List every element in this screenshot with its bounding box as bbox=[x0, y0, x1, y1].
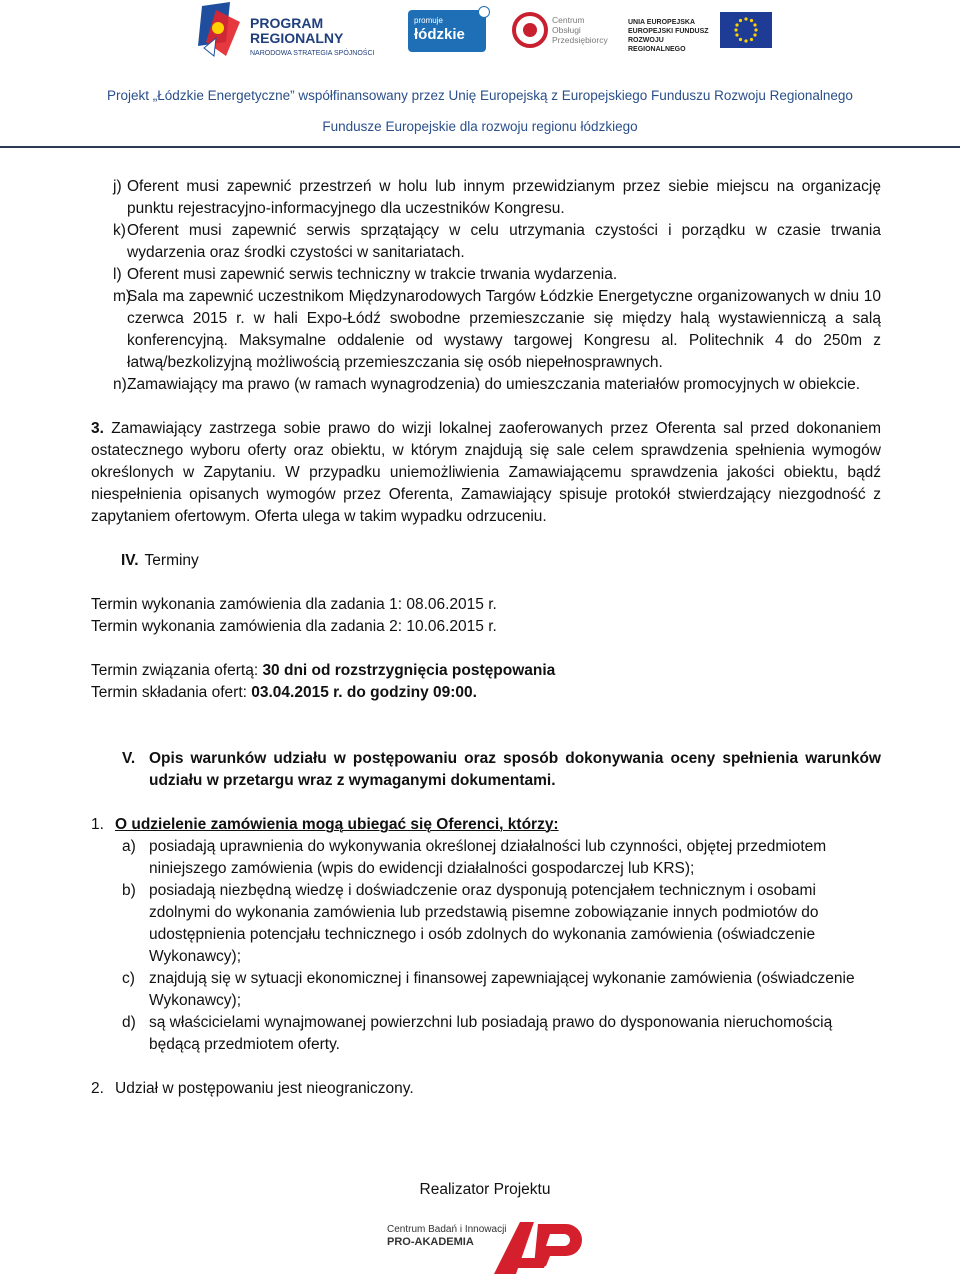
item-marker: n) bbox=[113, 376, 127, 393]
list-item bbox=[91, 264, 881, 286]
section-5-heading bbox=[91, 748, 881, 792]
condition-item bbox=[91, 836, 881, 880]
requirements-list bbox=[91, 176, 881, 396]
unia-europejska-logo bbox=[628, 12, 778, 52]
header-divider bbox=[0, 146, 960, 148]
binding-label: Termin związania ofertą: bbox=[91, 662, 263, 679]
condition-1-number: 1. bbox=[91, 816, 104, 833]
centrum-obslugi-logo bbox=[512, 10, 612, 50]
page-header bbox=[0, 0, 960, 150]
condition-text: znajdują się w sytuacji ekonomicznej i finansowej zapewniającej wykonanie zamówienia (oświadczenie Wykonawcy); bbox=[149, 970, 855, 1009]
logo-strip bbox=[0, 0, 960, 70]
ue-line-3: ROZWOJU REGIONALNEGO bbox=[628, 37, 686, 53]
cop-line-2: Obsługi bbox=[552, 25, 581, 35]
program-title: PROGRAM bbox=[250, 15, 324, 31]
program-regionalny-logo bbox=[196, 2, 386, 58]
section-3-number: 3. bbox=[91, 420, 104, 437]
list-item bbox=[91, 176, 881, 220]
section-3-text: Zamawiający zastrzega sobie prawo do wizji lokalnej zaoferowanych przez Oferenta sal przed dokonaniem ostatecznego wyboru oferty oraz obiektu, w którym znajdują się sale celem sprawdzenia spełnienia wymogów określonych w Zapytaniu. W przypadku uniemożliwienia Zamawiającemu sprawdzenia jakości obiektu, bądź niespełnienia opisanych wymogów przez Oferenta, Zamawiający spisuje protokół stwierdzający niezgodność z zapytaniem ofertowym. Oferta ulega w takim wypadku odrzuceniu. bbox=[91, 420, 881, 525]
list-item bbox=[91, 374, 881, 396]
pro-akademia-line-2: PRO-AKADEMIA bbox=[387, 1236, 474, 1248]
document-body bbox=[91, 176, 881, 1100]
ap-emblem-icon bbox=[494, 1218, 584, 1274]
item-text: Oferent musi zapewnić przestrzeń w holu lub innym przewidzianym przez siebie miejscu na organizację punktu rejestracyjno-informacyjnego dla uczestników Kongresu. bbox=[127, 178, 881, 217]
condition-marker: c) bbox=[122, 970, 135, 987]
ue-line-2: EUROPEJSKI FUNDUSZ bbox=[628, 28, 709, 35]
condition-2 bbox=[91, 1078, 881, 1100]
item-marker: l) bbox=[113, 266, 122, 283]
pro-akademia-line-1: Centrum Badań i Innowacji bbox=[387, 1224, 507, 1235]
terms-heading-text: Terminy bbox=[144, 552, 199, 569]
condition-marker: d) bbox=[122, 1014, 136, 1031]
program-subtitle: NARODOWA STRATEGIA SPÓJNOŚCI bbox=[250, 50, 375, 57]
section-5-title: Opis warunków udziału w postępowaniu oraz sposób dokonywania oceny spełnienia warunków udziału w przetargu wraz z wymaganymi dokumentami. bbox=[149, 750, 881, 789]
condition-item bbox=[91, 968, 881, 1012]
cop-line-1: Centrum bbox=[552, 15, 585, 25]
program-title-2: REGIONALNY bbox=[250, 30, 344, 46]
promuje-text: promuje bbox=[414, 16, 443, 25]
condition-1-heading: O udzielenie zamówienia mogą ubiegać się Oferenci, którzy: bbox=[115, 816, 559, 833]
list-item bbox=[91, 286, 881, 374]
term-line-1: Termin wykonania zamówienia dla zadania 1: 08.06.2015 r. bbox=[91, 596, 497, 613]
item-text: Oferent musi zapewnić serwis sprzątający w celu utrzymania czystości i porządku w czasie trwania wydarzenia oraz środki czystości w sanitariatach. bbox=[127, 222, 881, 261]
ue-line-1: UNIA EUROPEJSKA bbox=[628, 19, 696, 26]
condition-marker: b) bbox=[122, 882, 136, 899]
condition-marker: a) bbox=[122, 838, 136, 855]
condition-2-number: 2. bbox=[91, 1080, 104, 1097]
promuje-lodzkie-logo bbox=[408, 10, 486, 52]
section-3-paragraph bbox=[91, 418, 881, 528]
item-marker: j) bbox=[113, 178, 122, 195]
eu-flag-icon bbox=[720, 12, 772, 48]
footer-title: Realizator Projektu bbox=[419, 1181, 551, 1198]
deadline-label: Termin składania ofert: bbox=[91, 684, 252, 701]
term-line-2: Termin wykonania zamówienia dla zadania 2: 10.06.2015 r. bbox=[91, 618, 497, 635]
registered-mark-icon bbox=[478, 6, 490, 18]
condition-1 bbox=[91, 814, 881, 836]
lodzkie-text: łódzkie bbox=[414, 26, 465, 43]
condition-text: są właścicielami wynajmowanej powierzchni lub posiadają prawo do dysponowania nieruchomością będącą przedmiotem oferty. bbox=[149, 1014, 833, 1053]
item-text: Zamawiający ma prawo (w ramach wynagrodzenia) do umieszczania materiałów promocyjnych w obiekcie. bbox=[127, 376, 861, 393]
condition-text: posiadają niezbędną wiedzę i doświadczenie oraz dysponują potencjałem technicznym i osobami zdolnymi do wykonania zamówienia lub przedstawią pisemne zobowiązanie innych podmiotów do udostępnienia potencjału technicznego i osób zdolnych do wykonania zamówienia (oświadczenie Wykonawcy); bbox=[149, 882, 819, 965]
cop-emblem-icon bbox=[512, 10, 550, 50]
terms-heading-number: IV. bbox=[121, 552, 139, 569]
condition-text: posiadają uprawnienia do wykonywania określonej działalności lub czynności, objętej przedmiotem niniejszego zamówienia (wpis do ewidencji działalności gospodarczej lub KRS); bbox=[149, 838, 827, 877]
cop-line-3: Przedsiębiorcy bbox=[552, 35, 608, 45]
list-item bbox=[91, 220, 881, 264]
binding-value: 30 dni od rozstrzygnięcia postępowania bbox=[262, 662, 556, 679]
deadline-value: 03.04.2015 r. do godziny 09:00. bbox=[251, 684, 477, 701]
deadline-term bbox=[91, 682, 881, 704]
project-line: Projekt „Łódzkie Energetyczne” współfinansowany przez Unię Europejską z Europejskiego Funduszu Rozwoju Regionalnego bbox=[107, 88, 853, 103]
funds-line: Fundusze Europejskie dla rozwoju regionu łódzkiego bbox=[322, 119, 638, 134]
program-regionalny-emblem-icon bbox=[196, 2, 244, 58]
condition-item bbox=[91, 880, 881, 968]
binding-term bbox=[91, 660, 881, 682]
terms-heading bbox=[91, 550, 881, 572]
item-marker: m) bbox=[113, 288, 132, 305]
pro-akademia-logo bbox=[384, 1218, 584, 1274]
item-text: Oferent musi zapewnić serwis techniczny w trakcie trwania wydarzenia. bbox=[127, 266, 618, 283]
condition-item bbox=[91, 1012, 881, 1056]
condition-2-text: Udział w postępowaniu jest nieograniczony. bbox=[115, 1080, 414, 1097]
section-5-number: V. bbox=[122, 750, 136, 767]
item-marker: k) bbox=[113, 222, 126, 239]
item-text: Sala ma zapewnić uczestnikom Międzynarodowych Targów Łódzkie Energetyczne organizowanych w dniu 10 czerwca 2015 r. w hali Expo-Łódź swobodne przemieszczanie się między halą wystawienniczą a salą konferencyjną. Maksymalne oddalenie od wystawy targowej Kongresu al. Politechnik 4 do 250m z łatwą/bezkolizyjną możliwością przemieszczania się osób niepełnosprawnych. bbox=[127, 288, 881, 371]
